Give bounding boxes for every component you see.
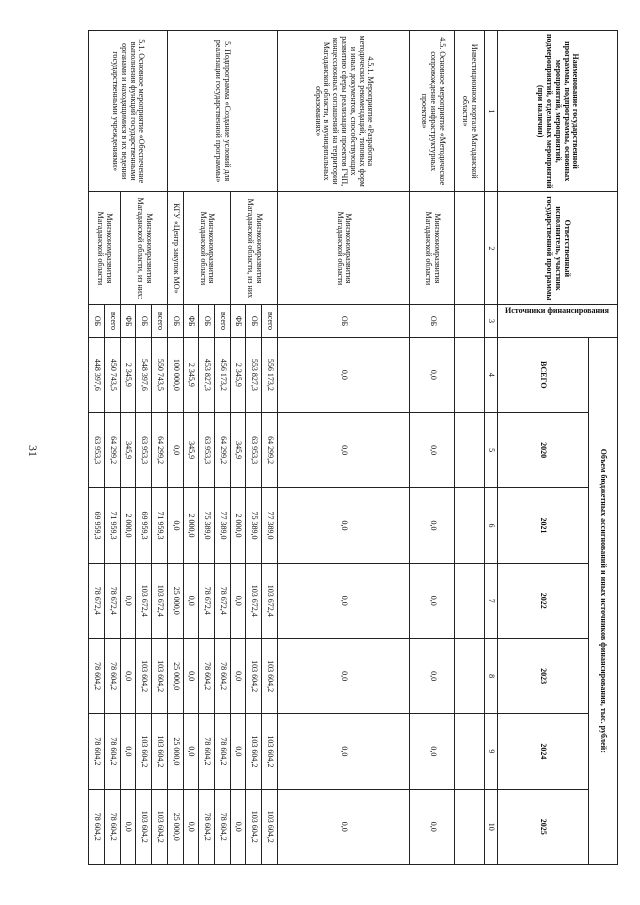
cell-value: 69 959,3 [136, 488, 152, 563]
cell-value: 0,0 [230, 789, 246, 864]
cell-value: 78 604,2 [199, 638, 215, 713]
cell-value: 63 953,3 [136, 412, 152, 487]
row-name: 4.5. Основное мероприятие «Методическое сопровождение инфраструктурных проектов» [410, 31, 455, 192]
cell-value: 0,0 [183, 563, 199, 638]
row-source: ФБ [120, 305, 136, 337]
row-source: ОБ [167, 305, 183, 337]
cell-value: 103 672,4 [136, 563, 152, 638]
row-source: всего [104, 305, 120, 337]
cell-value: 2 000,0 [230, 488, 246, 563]
cell-value: 25 000,0 [167, 563, 183, 638]
cell-value: 0,0 [120, 638, 136, 713]
cell-value: 0,0 [277, 714, 410, 789]
cell-value: 453 827,3 [199, 337, 215, 412]
table-row [410, 31, 455, 865]
header-name: Наименование государственной программы, подпрограммы, основных мероприятий, мероприятий, подмероприятий, отдельных мероприятий (при наличии) [497, 31, 617, 192]
cell-value: 75 389,0 [199, 488, 215, 563]
cell-value: 78 672,4 [199, 563, 215, 638]
table-row [277, 31, 410, 865]
cell-value: 103 604,2 [136, 638, 152, 713]
page-number: 31 [26, 445, 40, 457]
cell-value: 0,0 [120, 563, 136, 638]
cell-value: 0,0 [410, 337, 455, 412]
cell-value: 77 389,0 [262, 488, 278, 563]
cell-value: 345,9 [183, 412, 199, 487]
col-number: 1 [484, 31, 497, 192]
col-number: 7 [484, 563, 497, 638]
cell-value: 78 604,2 [89, 789, 105, 864]
row-source: ОБ [136, 305, 152, 337]
header-source-text: Источники финансирования [505, 306, 610, 316]
header-volume: Объем бюджетных ассигнований и иных источников финансирования, тыс. рублей: [588, 337, 617, 864]
cell-value: 103 604,2 [246, 638, 262, 713]
cell-value: 553 827,3 [246, 337, 262, 412]
row-executor: Минэкономразвития Магаданской области [89, 192, 121, 305]
cell-value: 450 743,5 [104, 337, 120, 412]
cell-value: 548 397,6 [136, 337, 152, 412]
cell-value: 0,0 [277, 337, 410, 412]
cell-value: 0,0 [410, 714, 455, 789]
row-source: ОБ [410, 305, 455, 337]
cell-value: 0,0 [183, 789, 199, 864]
table-row [262, 31, 278, 865]
cell-value: 100 000,0 [167, 337, 183, 412]
col-number: 2 [484, 192, 497, 305]
cell-value: 78 604,2 [199, 714, 215, 789]
table-row [152, 31, 168, 865]
cell-value: 103 604,2 [262, 789, 278, 864]
cell-value: 103 672,4 [246, 563, 262, 638]
cell-value: 2 000,0 [120, 488, 136, 563]
cell-value: 2 345,9 [120, 337, 136, 412]
cell-value: 25 000,0 [167, 714, 183, 789]
row-source: всего [214, 305, 230, 337]
cell-value: 0,0 [277, 488, 410, 563]
cell-value: 0,0 [230, 638, 246, 713]
row-executor: Минэкономразвития Магаданской области, из них [230, 192, 277, 305]
cell-value: 78 604,2 [104, 789, 120, 864]
cell-value: 78 604,2 [89, 714, 105, 789]
header-year: 2025 [497, 789, 588, 864]
cell-value: 0,0 [183, 714, 199, 789]
cell-value: 0,0 [277, 638, 410, 713]
header-year: 2020 [497, 412, 588, 487]
cell-value: 78 672,4 [214, 563, 230, 638]
row-name: Инвестиционном портале Магаданской области» [455, 31, 484, 192]
cell-value: 63 953,3 [89, 412, 105, 487]
cell-value: 0,0 [167, 488, 183, 563]
column-number-row [484, 31, 497, 865]
header-year: 2023 [497, 638, 588, 713]
cell-value: 0,0 [230, 714, 246, 789]
cell-value: 0,0 [410, 638, 455, 713]
cell-value: 0,0 [410, 563, 455, 638]
cell-value: 0,0 [277, 789, 410, 864]
cell-value: 71 959,3 [152, 488, 168, 563]
cell-value: 78 604,2 [214, 789, 230, 864]
cell-value: 77 389,0 [214, 488, 230, 563]
row-source: всего [152, 305, 168, 337]
cell-value: 25 000,0 [167, 638, 183, 713]
cell-value: 78 672,4 [89, 563, 105, 638]
cell-value: 0,0 [277, 412, 410, 487]
row-executor: Минэкономразвития Магаданской области [277, 192, 410, 305]
cell-value: 78 604,2 [104, 714, 120, 789]
row-name: 5. Подпрограмма «Создание условий для реализации государственной программы» [167, 31, 277, 192]
row-source: ОБ [246, 305, 262, 337]
cell-value: 0,0 [277, 563, 410, 638]
cell-value: 103 604,2 [262, 714, 278, 789]
row-executor: Минэкономразвития Магаданской области [183, 192, 230, 305]
row-executor: КГУ «Центр закупок МО» [167, 192, 183, 305]
cell-value: 0,0 [183, 638, 199, 713]
cell-value: 456 173,2 [214, 337, 230, 412]
row-source: ОБ [277, 305, 410, 337]
cell-value: 103 604,2 [246, 714, 262, 789]
cell-value: 25 000,0 [167, 789, 183, 864]
cell-value: 0,0 [410, 488, 455, 563]
cell-value: 103 604,2 [152, 638, 168, 713]
cell-value: 0,0 [167, 412, 183, 487]
cell-value: 103 604,2 [152, 714, 168, 789]
cell-value: 2 000,0 [183, 488, 199, 563]
col-number: 8 [484, 638, 497, 713]
cell-value: 64 299,2 [104, 412, 120, 487]
cell-value: 63 953,3 [199, 412, 215, 487]
cell-value: 75 389,0 [246, 488, 262, 563]
header-source [497, 305, 617, 337]
cell-value: 63 953,3 [246, 412, 262, 487]
col-number: 6 [484, 488, 497, 563]
header-year: 2022 [497, 563, 588, 638]
cell-value: 0,0 [230, 563, 246, 638]
cell-value: 64 299,2 [214, 412, 230, 487]
cell-value: 103 672,4 [152, 563, 168, 638]
row-source: ОБ [199, 305, 215, 337]
cell-value: 345,9 [120, 412, 136, 487]
cell-value: 78 672,4 [104, 563, 120, 638]
row-executor: Минэкономразвития Магаданской области [410, 192, 455, 305]
row-source: ОБ [89, 305, 105, 337]
row-name: 4.5.1. Мероприятие «Разработка методических рекомендаций, типовых форм и иных документов, способствующих развитию сферы реализации проектов ГЧП, концессионных соглашений на территории Магаданской области, в муниципальных образованиях» [277, 31, 410, 192]
cell-value: 0,0 [410, 412, 455, 487]
col-number: 10 [484, 789, 497, 864]
cell-value: 103 604,2 [136, 714, 152, 789]
col-number: 4 [484, 337, 497, 412]
cell-value: 103 672,4 [262, 563, 278, 638]
cell-value: 78 604,2 [214, 638, 230, 713]
cell-value: 78 604,2 [214, 714, 230, 789]
cell-value: 69 959,3 [89, 488, 105, 563]
row-executor: Минэкономразвития Магаданской области, из них: [120, 192, 167, 305]
rotated-table-container [88, 30, 618, 865]
header-total: ВСЕГО [497, 337, 588, 412]
financing-table [88, 30, 618, 865]
cell-value: 78 604,2 [89, 638, 105, 713]
cell-value: 448 397,6 [89, 337, 105, 412]
cell-value: 78 604,2 [199, 789, 215, 864]
cell-value: 550 743,5 [152, 337, 168, 412]
cell-value: 64 299,2 [152, 412, 168, 487]
header-executor: Ответственный исполнитель, участник государственной программы [497, 192, 617, 305]
cell-value: 103 604,2 [152, 789, 168, 864]
row-source: ФБ [230, 305, 246, 337]
col-number: 5 [484, 412, 497, 487]
cell-value: 2 345,9 [183, 337, 199, 412]
col-number: 3 [484, 305, 497, 337]
cell-value: 0,0 [410, 789, 455, 864]
row-source: ФБ [183, 305, 199, 337]
table-row [455, 31, 484, 865]
cell-value: 64 299,2 [262, 412, 278, 487]
cell-value: 0,0 [120, 714, 136, 789]
cell-value: 78 604,2 [104, 638, 120, 713]
cell-value: 556 173,2 [262, 337, 278, 412]
cell-value: 103 604,2 [262, 638, 278, 713]
cell-value: 71 959,3 [104, 488, 120, 563]
cell-value: 103 604,2 [136, 789, 152, 864]
header-year: 2024 [497, 714, 588, 789]
row-source: всего [262, 305, 278, 337]
cell-value: 345,9 [230, 412, 246, 487]
cell-value: 0,0 [120, 789, 136, 864]
cell-value: 2 345,9 [230, 337, 246, 412]
col-number: 9 [484, 714, 497, 789]
header-year: 2021 [497, 488, 588, 563]
row-name: 5.1. Основное мероприятие «Обеспечение выполнения функций государственными органами и находящимися в их ведении государственными учреждениями» [89, 31, 168, 192]
cell-value: 103 604,2 [246, 789, 262, 864]
